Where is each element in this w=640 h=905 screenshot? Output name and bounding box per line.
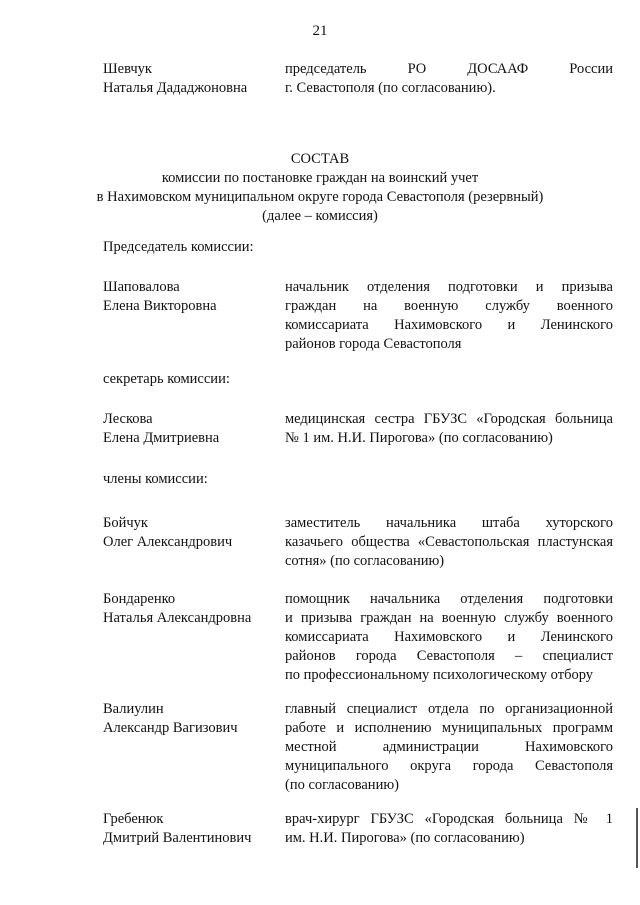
members-label: члены комиссии: xyxy=(103,471,208,487)
surname: Шевчук xyxy=(103,61,152,77)
role-line: работе и исполнению муниципальных программ xyxy=(285,720,613,736)
role-line: заместитель начальника штаба хуторского xyxy=(285,515,613,531)
person-name xyxy=(103,810,283,848)
role-line: казачьего общества «Севастопольская пластунская xyxy=(285,534,613,550)
person-role xyxy=(285,700,613,795)
given-names: Александр Вагизович xyxy=(103,720,238,736)
given-names: Елена Дмитриевна xyxy=(103,430,220,446)
person-role xyxy=(285,590,613,685)
person-name xyxy=(103,60,283,98)
scan-edge-mark xyxy=(636,808,638,868)
role-line: им. Н.И. Пирогова» (по согласованию) xyxy=(285,830,525,846)
surname: Валиулин xyxy=(103,701,164,717)
surname: Гребенюк xyxy=(103,811,164,827)
person-role xyxy=(285,410,613,448)
role-line: главный специалист отдела по организационной xyxy=(285,701,613,717)
surname: Шаповалова xyxy=(103,279,180,295)
person-name xyxy=(103,278,283,316)
role-line: районов города Севастополя – специалист xyxy=(285,648,613,664)
role-line: председатель РО ДОСААФ России xyxy=(285,61,613,77)
role-line: № 1 им. Н.И. Пирогова» (по согласованию) xyxy=(285,430,553,446)
surname: Бойчук xyxy=(103,515,148,531)
surname: Лескова xyxy=(103,411,153,427)
given-names: Елена Викторовна xyxy=(103,298,217,314)
person-name xyxy=(103,700,283,738)
role-line: комиссариата Нахимовского и Ленинского xyxy=(285,317,613,333)
role-line: комиссариата Нахимовского и Ленинского xyxy=(285,629,613,645)
heading-title: СОСТАВ xyxy=(290,151,350,167)
role-line: местной администрации Нахимовского xyxy=(285,739,613,755)
role-line: (по согласованию) xyxy=(285,777,399,793)
person-name xyxy=(103,410,283,448)
role-line: районов города Севастополя xyxy=(285,336,462,352)
given-names: Олег Александрович xyxy=(103,534,233,550)
surname: Бондаренко xyxy=(103,591,176,607)
role-line: муниципального округа города Севастополя xyxy=(285,758,613,774)
given-names: Наталья Дададжоновна xyxy=(103,80,248,96)
person-name xyxy=(103,514,283,552)
role-line: начальник отделения подготовки и призыва xyxy=(285,279,613,295)
given-names: Наталья Александровна xyxy=(103,610,252,626)
heading-line: комиссии по постановке граждан на воинский учет xyxy=(161,170,479,186)
person-name xyxy=(103,590,283,628)
role-line: по профессиональному психологическому отбору xyxy=(285,667,594,683)
document-heading xyxy=(0,150,640,226)
person-role xyxy=(285,278,613,354)
given-names: Дмитрий Валентинович xyxy=(103,830,252,846)
role-line: помощник начальника отделения подготовки xyxy=(285,591,613,607)
role-line: г. Севастополя (по согласованию). xyxy=(285,80,496,96)
role-line: медицинская сестра ГБУЗС «Городская больница xyxy=(285,411,613,427)
role-line: сотня» (по согласованию) xyxy=(285,553,445,569)
heading-line: в Нахимовском муниципальном округе города Севастополя (резервный) xyxy=(96,189,544,205)
person-role xyxy=(285,514,613,571)
person-role xyxy=(285,60,613,98)
chair-label: Председатель комиссии: xyxy=(103,239,254,255)
person-role xyxy=(285,810,613,848)
role-line: врач-хирург ГБУЗС «Городская больница № 1 xyxy=(285,811,613,827)
heading-line: (далее – комиссия) xyxy=(262,208,378,224)
role-line: и призыва граждан на военную службу военного xyxy=(285,610,613,626)
role-line: граждан на военную службу военного xyxy=(285,298,613,314)
page-number: 21 xyxy=(312,23,328,39)
secretary-label: секретарь комиссии: xyxy=(103,371,230,387)
